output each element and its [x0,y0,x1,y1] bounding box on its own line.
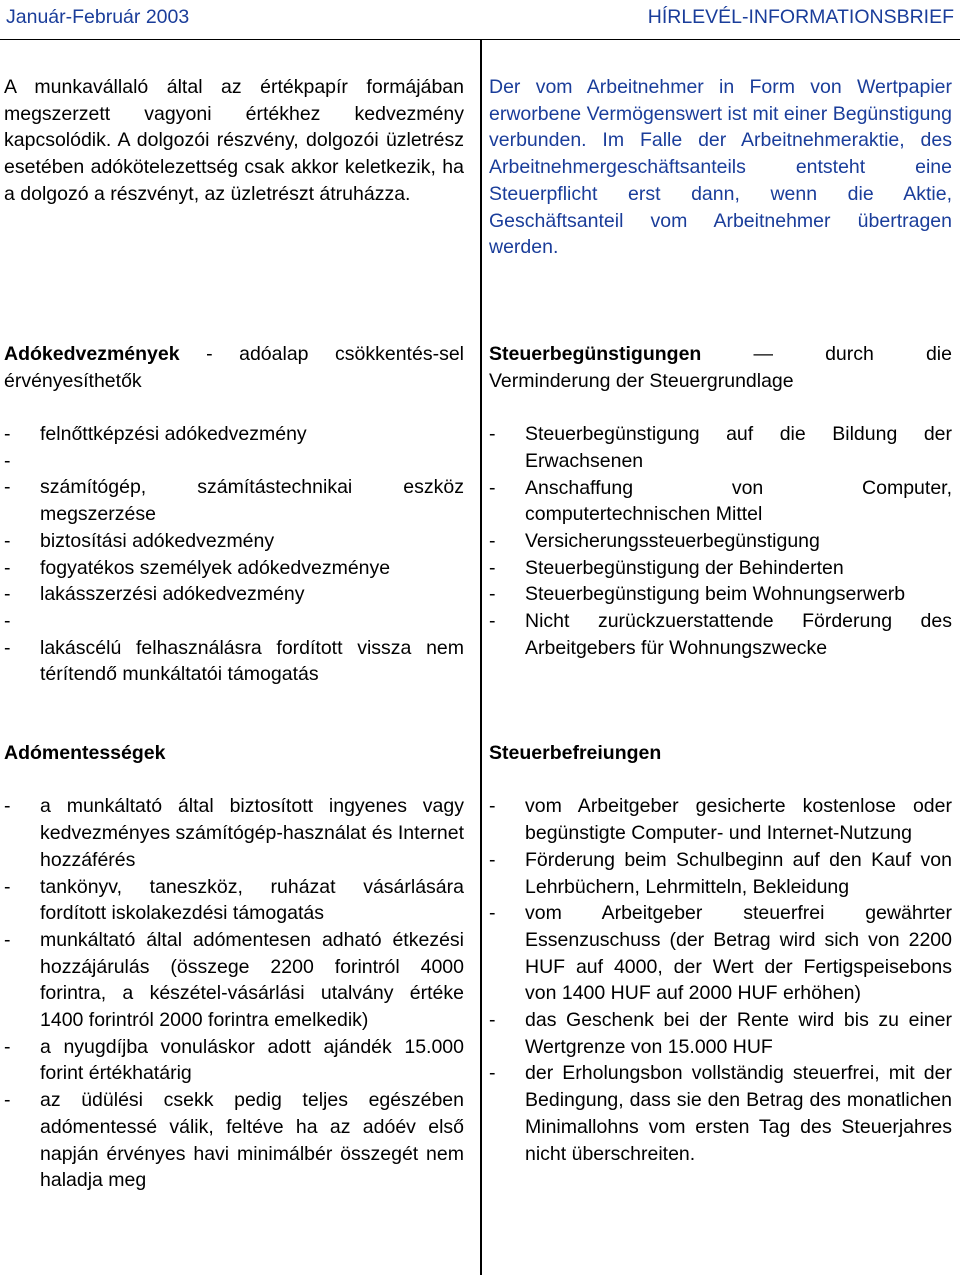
allowances-hu-title [4,341,464,394]
exemptions-hu-list [4,793,464,1194]
list-item: - az üdülési csekk pedig teljes egészében adómentessé válik, feltéve ha az adóév első napján érvényes havi minimálbér összegét nem haladja meg [4,1087,464,1194]
list-item: - Versicherungssteuerbegünstigung [489,528,952,555]
list-item: - a nyugdíjba vonuláskor adott ajándék 15.000 forint értékhatárig [4,1034,464,1087]
list-item: - a munkáltató által biztosított ingyenes vagy kedvezményes számítógép-használat és Internet hozzáférés [4,793,464,873]
allowances-hu-list [4,421,464,688]
allowances-de-title-line2: Verminderung der Steuergrundlage [489,369,794,392]
list-item: - számítógép, számítástechnikai eszköz megszerzése [4,474,464,527]
list-item: - Nicht zurückzuerstattende Förderung des Arbeitgebers für Wohnungszwecke [489,608,952,661]
column-divider [480,40,482,1275]
list-item: - munkáltató által adómentesen adható étkezési hozzájárulás (összege 2200 forintról 4000 forintra, a készétel-vásárlási utalvány értéke 1400 forintról 2000 forintra emelkedik) [4,927,464,1034]
allowances-de-title-durch: durch [825,343,874,365]
list-item: - biztosítási adókedvezmény [4,528,464,555]
allowances-de-section [489,341,952,661]
list-item: - der Erholungsbon vollständig steuerfrei, mit der Bedingung, dass sie den Betrag des monatlichen Minimallohns vom ersten Tag des Steuerjahres nicht überschreiten. [489,1060,952,1167]
allowances-hu-title-bold: Adókedvezmények [4,343,180,365]
list-item: - lakásszerzési adókedvezmény [4,581,464,608]
allowances-de-list [489,421,952,661]
list-item: - Anschaffung von Computer, computertechnischen Mittel [489,475,952,528]
list-item: - fogyatékos személyek adókedvezménye [4,555,464,582]
page-header [0,0,960,40]
exemptions-hu-section [4,740,464,1194]
list-item: - tankönyv, taneszköz, ruházat vásárlására fordított iskolakezdési támogatás [4,874,464,927]
list-item: - vom Arbeitgeber gesicherte kostenlose oder begünstigte Computer- und Internet-Nutzung [489,793,952,846]
allowances-hu-title-rest: - adóalap csökkentés-sel érvényesíthetők [4,343,464,392]
allowances-de-title-die: die [925,343,952,365]
allowances-hu-section [4,341,464,688]
list-item: - lakáscélú felhasználásra fordított vissza nem térítendő munkáltatói támogatás [4,635,464,688]
list-item: - felnőttképzési adókedvezmény [4,421,464,448]
list-item: - Steuerbegünstigung der Behinderten [489,555,952,582]
intro-hu-paragraph: A munkavállaló által az értékpapír formájában megszerzett vagyoni értékhez kedvezmény kapcsolódik. A dolgozói részvény, dolgozói üzletrész esetében adókötelezettség csak akkor keletkezik, ha a dolgozó a részvényt, az üzletrészt átruházza. [4,76,464,205]
exemptions-hu-title: Adómentességek [4,742,166,764]
allowances-de-title-bold: Steuerbegünstigungen [489,343,702,365]
exemptions-de-list [489,793,952,1167]
allowances-de-title-dash: — [753,343,773,365]
list-item: - das Geschenk bei der Rente wird bis zu einer Wertgrenze von 15.000 HUF [489,1007,952,1060]
intro-de-paragraph: Der vom Arbeitnehmer in Form von Wertpapier erworbene Vermögenswert ist mit einer Begünstigung verbunden. Im Falle der Arbeitnehmeraktie, des Arbeitnehmergeschäftsanteils entsteht eine Steuerpflicht erst dann, wenn die Aktie, Geschäftsanteil vom Arbeitnehmer übertragen werden. [489,76,952,259]
header-date: Január-Február 2003 [6,6,190,28]
header-title: HÍRLEVÉL-INFORMATIONSBRIEF [647,6,954,28]
allowances-de-title [489,341,952,368]
list-item: - Förderung beim Schulbeginn auf den Kauf von Lehrbüchern, Lehrmitteln, Bekleidung [489,847,952,900]
list-item: - Steuerbegünstigung auf die Bildung der Erwachsenen [489,421,952,474]
list-item: - Steuerbegünstigung beim Wohnungserwerb [489,581,952,608]
list-item: - vom Arbeitgeber steuerfrei gewährter Essenzuschuss (der Betrag wird sich von 2200 HUF auf 4000, der Wert der Fertigspeisebons von 1400 HUF auf 2000 HUF erhöhen) [489,900,952,1007]
exemptions-de-section [489,740,952,1167]
exemptions-de-title: Steuerbefreiungen [489,742,662,764]
